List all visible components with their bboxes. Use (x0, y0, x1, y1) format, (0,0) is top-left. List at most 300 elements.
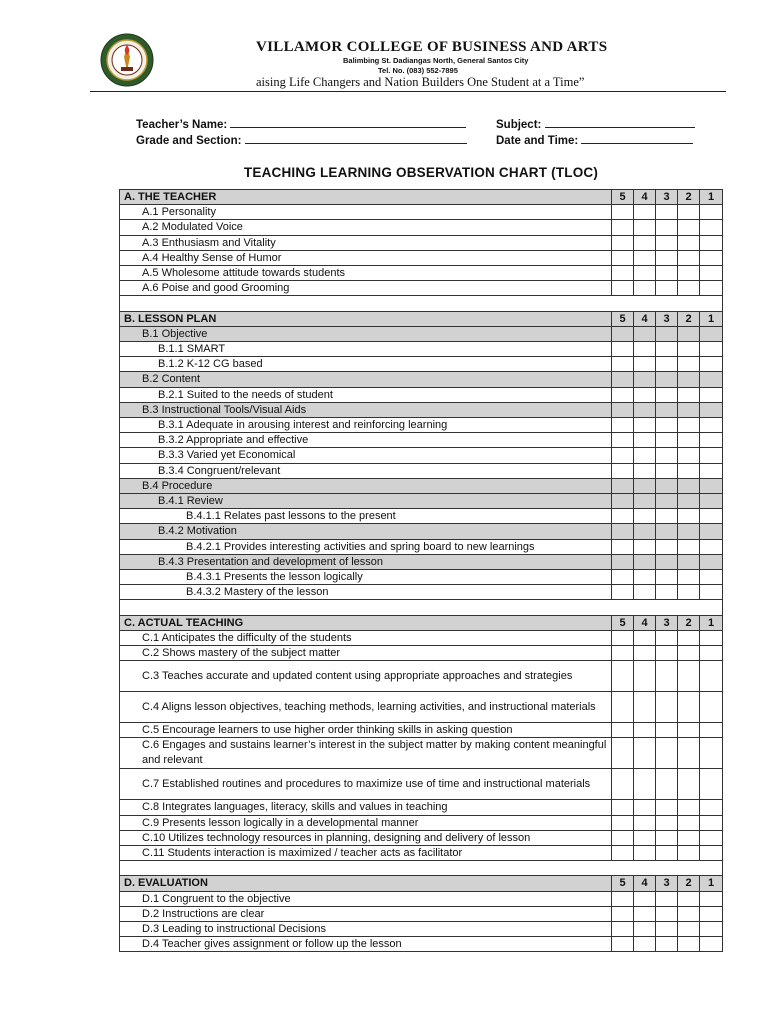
rating-cell[interactable] (612, 661, 634, 692)
rating-scale-header: 3 (656, 876, 678, 891)
rating-cell[interactable] (656, 326, 678, 341)
rating-cell[interactable] (656, 433, 678, 448)
rating-cell[interactable] (634, 250, 656, 265)
rating-cell[interactable] (612, 494, 634, 509)
criteria-row (120, 281, 723, 296)
rating-cell[interactable] (656, 539, 678, 554)
rating-cell[interactable] (656, 585, 678, 600)
criteria-label: A.4 Healthy Sense of Humor (120, 250, 612, 265)
rating-cell[interactable] (700, 554, 723, 569)
criteria-row (120, 570, 723, 585)
rating-cell[interactable] (612, 570, 634, 585)
criteria-label: A.1 Personality (120, 205, 612, 220)
rating-cell[interactable] (656, 372, 678, 387)
rating-cell[interactable] (700, 357, 723, 372)
criteria-label: B.1.2 K-12 CG based (120, 357, 612, 372)
rating-cell[interactable] (612, 205, 634, 220)
rating-cell[interactable] (700, 372, 723, 387)
rating-cell[interactable] (656, 235, 678, 250)
rating-cell[interactable] (612, 554, 634, 569)
rating-cell[interactable] (678, 478, 700, 493)
rating-scale-header: 4 (634, 876, 656, 891)
section-header-row (120, 311, 723, 326)
criteria-row (120, 509, 723, 524)
criteria-row (120, 937, 723, 952)
rating-cell[interactable] (678, 220, 700, 235)
rating-cell[interactable] (700, 692, 723, 723)
criteria-label: B.3.4 Congruent/relevant (120, 463, 612, 478)
spacer-row (120, 600, 723, 615)
rating-cell[interactable] (656, 220, 678, 235)
rating-cell[interactable] (678, 205, 700, 220)
rating-cell[interactable] (656, 402, 678, 417)
rating-cell[interactable] (678, 235, 700, 250)
rating-cell[interactable] (700, 585, 723, 600)
rating-cell[interactable] (678, 830, 700, 845)
criteria-label: B.1.1 SMART (120, 342, 612, 357)
rating-cell[interactable] (678, 906, 700, 921)
criteria-label: B.4.2.1 Provides interesting activities and spring board to new learnings (120, 539, 612, 554)
rating-cell[interactable] (634, 800, 656, 815)
rating-cell[interactable] (612, 539, 634, 554)
rating-cell[interactable] (700, 906, 723, 921)
rating-cell[interactable] (700, 220, 723, 235)
rating-cell[interactable] (678, 630, 700, 645)
criteria-label: B.3 Instructional Tools/Visual Aids (120, 402, 612, 417)
rating-cell[interactable] (612, 448, 634, 463)
rating-cell[interactable] (700, 387, 723, 402)
rating-cell[interactable] (634, 646, 656, 661)
observation-table (119, 189, 723, 952)
rating-cell[interactable] (700, 463, 723, 478)
rating-cell[interactable] (634, 769, 656, 800)
criteria-row (120, 830, 723, 845)
rating-cell[interactable] (700, 800, 723, 815)
rating-cell[interactable] (634, 326, 656, 341)
rating-cell[interactable] (612, 357, 634, 372)
rating-cell[interactable] (678, 937, 700, 952)
date-time-field[interactable] (496, 134, 693, 147)
rating-cell[interactable] (612, 402, 634, 417)
rating-cell[interactable] (612, 723, 634, 738)
rating-cell[interactable] (700, 769, 723, 800)
rating-cell[interactable] (678, 738, 700, 769)
rating-cell[interactable] (612, 418, 634, 433)
rating-cell[interactable] (700, 235, 723, 250)
criteria-row (120, 769, 723, 800)
criteria-row (120, 494, 723, 509)
rating-cell[interactable] (612, 646, 634, 661)
spacer-cell (120, 861, 723, 876)
rating-cell[interactable] (612, 800, 634, 815)
section-header-row (120, 615, 723, 630)
rating-cell[interactable] (612, 266, 634, 281)
rating-cell[interactable] (678, 372, 700, 387)
rating-cell[interactable] (678, 554, 700, 569)
rating-cell[interactable] (678, 433, 700, 448)
rating-cell[interactable] (656, 846, 678, 861)
rating-cell[interactable] (678, 922, 700, 937)
rating-cell[interactable] (700, 418, 723, 433)
rating-cell[interactable] (656, 494, 678, 509)
criteria-row (120, 478, 723, 493)
rating-cell[interactable] (634, 281, 656, 296)
criteria-row (120, 846, 723, 861)
criteria-row (120, 692, 723, 723)
section-header-row (120, 190, 723, 205)
rating-cell[interactable] (634, 922, 656, 937)
rating-cell[interactable] (612, 463, 634, 478)
rating-scale-header: 3 (656, 190, 678, 205)
rating-cell[interactable] (678, 509, 700, 524)
criteria-label: A.2 Modulated Voice (120, 220, 612, 235)
teacher-name-label: Teacher’s Name: (136, 119, 228, 131)
grade-section-field[interactable] (136, 134, 467, 147)
rating-cell[interactable] (678, 539, 700, 554)
rating-cell[interactable] (700, 478, 723, 493)
rating-cell[interactable] (612, 769, 634, 800)
criteria-row (120, 906, 723, 921)
rating-cell[interactable] (700, 630, 723, 645)
criteria-row (120, 539, 723, 554)
rating-cell[interactable] (634, 418, 656, 433)
criteria-label: B.2.1 Suited to the needs of student (120, 387, 612, 402)
rating-cell[interactable] (656, 692, 678, 723)
rating-cell[interactable] (634, 235, 656, 250)
rating-cell[interactable] (612, 281, 634, 296)
rating-cell[interactable] (656, 554, 678, 569)
criteria-label: B.2 Content (120, 372, 612, 387)
rating-scale-header: 1 (700, 615, 723, 630)
rating-cell[interactable] (656, 281, 678, 296)
rating-cell[interactable] (678, 723, 700, 738)
rating-cell[interactable] (656, 738, 678, 769)
rating-cell[interactable] (678, 661, 700, 692)
rating-cell[interactable] (700, 815, 723, 830)
rating-cell[interactable] (700, 539, 723, 554)
criteria-label: D.2 Instructions are clear (120, 906, 612, 921)
rating-cell[interactable] (634, 478, 656, 493)
criteria-row (120, 646, 723, 661)
rating-cell[interactable] (700, 205, 723, 220)
rating-cell[interactable] (634, 342, 656, 357)
rating-cell[interactable] (634, 630, 656, 645)
rating-cell[interactable] (634, 205, 656, 220)
rating-cell[interactable] (700, 509, 723, 524)
rating-cell[interactable] (656, 342, 678, 357)
rating-cell[interactable] (612, 630, 634, 645)
criteria-row (120, 922, 723, 937)
rating-cell[interactable] (700, 937, 723, 952)
rating-cell[interactable] (678, 891, 700, 906)
rating-cell[interactable] (678, 357, 700, 372)
criteria-label: B.4.3.1 Presents the lesson logically (120, 570, 612, 585)
criteria-label: B.1 Objective (120, 326, 612, 341)
rating-cell[interactable] (656, 661, 678, 692)
criteria-label: B.4.2 Motivation (120, 524, 612, 539)
rating-cell[interactable] (678, 250, 700, 265)
criteria-label: C.3 Teaches accurate and updated content using appropriate approaches and strategies (120, 661, 612, 692)
rating-cell[interactable] (678, 585, 700, 600)
criteria-row (120, 723, 723, 738)
college-name: VILLAMOR COLLEGE OF BUSINESS AND ARTS (256, 39, 608, 55)
rating-cell[interactable] (678, 570, 700, 585)
rating-scale-header: 1 (700, 311, 723, 326)
rating-cell[interactable] (678, 342, 700, 357)
teacher-name-field[interactable] (136, 118, 466, 131)
section-title: B. LESSON PLAN (120, 311, 612, 326)
rating-cell[interactable] (700, 891, 723, 906)
rating-cell[interactable] (700, 448, 723, 463)
rating-cell[interactable] (700, 661, 723, 692)
rating-cell[interactable] (634, 539, 656, 554)
rating-scale-header: 5 (612, 311, 634, 326)
header-divider (90, 91, 726, 92)
criteria-row (120, 463, 723, 478)
rating-cell[interactable] (678, 281, 700, 296)
rating-cell[interactable] (656, 387, 678, 402)
criteria-label: B.4.3 Presentation and development of lesson (120, 554, 612, 569)
rating-cell[interactable] (678, 769, 700, 800)
rating-cell[interactable] (656, 448, 678, 463)
rating-cell[interactable] (678, 494, 700, 509)
rating-cell[interactable] (634, 463, 656, 478)
rating-cell[interactable] (678, 692, 700, 723)
rating-cell[interactable] (634, 372, 656, 387)
criteria-row (120, 433, 723, 448)
rating-scale-header: 3 (656, 311, 678, 326)
rating-cell[interactable] (700, 433, 723, 448)
rating-cell[interactable] (700, 281, 723, 296)
rating-scale-header: 1 (700, 190, 723, 205)
rating-cell[interactable] (656, 646, 678, 661)
chart-title: TEACHING LEARNING OBSERVATION CHART (TLOC) (243, 165, 599, 180)
rating-cell[interactable] (634, 846, 656, 861)
rating-cell[interactable] (656, 815, 678, 830)
rating-cell[interactable] (656, 205, 678, 220)
criteria-row (120, 815, 723, 830)
rating-cell[interactable] (678, 326, 700, 341)
criteria-label: B.3.3 Varied yet Economical (120, 448, 612, 463)
rating-cell[interactable] (634, 891, 656, 906)
rating-cell[interactable] (612, 524, 634, 539)
rating-scale-header: 2 (678, 311, 700, 326)
rating-cell[interactable] (656, 357, 678, 372)
rating-cell[interactable] (612, 250, 634, 265)
criteria-row (120, 372, 723, 387)
rating-cell[interactable] (700, 570, 723, 585)
criteria-label: D.3 Leading to instructional Decisions (120, 922, 612, 937)
rating-cell[interactable] (612, 585, 634, 600)
criteria-row (120, 326, 723, 341)
rating-cell[interactable] (612, 692, 634, 723)
rating-cell[interactable] (678, 815, 700, 830)
criteria-label: D.4 Teacher gives assignment or follow up the lesson (120, 937, 612, 952)
rating-cell[interactable] (634, 387, 656, 402)
criteria-label: C.4 Aligns lesson objectives, teaching methods, learning activities, and instructional materials (120, 692, 612, 723)
criteria-label: C.2 Shows mastery of the subject matter (120, 646, 612, 661)
criteria-row (120, 661, 723, 692)
rating-cell[interactable] (612, 937, 634, 952)
rating-cell[interactable] (678, 266, 700, 281)
criteria-row (120, 402, 723, 417)
criteria-label: C.7 Established routines and procedures to maximize use of time and instructional materials (120, 769, 612, 800)
rating-cell[interactable] (634, 524, 656, 539)
rating-cell[interactable] (634, 494, 656, 509)
rating-cell[interactable] (656, 937, 678, 952)
rating-cell[interactable] (634, 937, 656, 952)
criteria-label: A.3 Enthusiasm and Vitality (120, 235, 612, 250)
subject-field[interactable] (496, 118, 695, 131)
rating-cell[interactable] (612, 387, 634, 402)
grade-section-line[interactable] (245, 134, 467, 144)
rating-cell[interactable] (678, 448, 700, 463)
rating-cell[interactable] (656, 463, 678, 478)
rating-scale-header: 5 (612, 190, 634, 205)
criteria-row (120, 630, 723, 645)
rating-cell[interactable] (612, 906, 634, 921)
spacer-row (120, 296, 723, 311)
subject-line[interactable] (545, 118, 695, 128)
criteria-label: B.4.1.1 Relates past lessons to the present (120, 509, 612, 524)
rating-cell[interactable] (700, 646, 723, 661)
rating-cell[interactable] (656, 418, 678, 433)
rating-cell[interactable] (612, 433, 634, 448)
rating-cell[interactable] (656, 769, 678, 800)
rating-cell[interactable] (634, 723, 656, 738)
rating-cell[interactable] (612, 220, 634, 235)
rating-cell[interactable] (700, 922, 723, 937)
rating-cell[interactable] (656, 250, 678, 265)
rating-cell[interactable] (700, 326, 723, 341)
rating-cell[interactable] (656, 509, 678, 524)
rating-cell[interactable] (700, 524, 723, 539)
rating-cell[interactable] (612, 235, 634, 250)
rating-cell[interactable] (612, 830, 634, 845)
rating-cell[interactable] (612, 738, 634, 769)
criteria-label: A.5 Wholesome attitude towards students (120, 266, 612, 281)
criteria-row (120, 266, 723, 281)
grade-section-label: Grade and Section: (136, 135, 242, 147)
rating-cell[interactable] (656, 478, 678, 493)
rating-cell[interactable] (678, 463, 700, 478)
rating-scale-header: 2 (678, 190, 700, 205)
criteria-row (120, 554, 723, 569)
rating-scale-header: 2 (678, 615, 700, 630)
criteria-label: B.3.1 Adequate in arousing interest and reinforcing learning (120, 418, 612, 433)
rating-cell[interactable] (700, 830, 723, 845)
rating-cell[interactable] (634, 509, 656, 524)
rating-cell[interactable] (700, 402, 723, 417)
rating-scale-header: 5 (612, 876, 634, 891)
rating-cell[interactable] (634, 570, 656, 585)
rating-cell[interactable] (656, 524, 678, 539)
rating-scale-header: 4 (634, 190, 656, 205)
rating-cell[interactable] (700, 266, 723, 281)
rating-cell[interactable] (678, 402, 700, 417)
rating-cell[interactable] (678, 524, 700, 539)
rating-cell[interactable] (678, 800, 700, 815)
rating-cell[interactable] (656, 266, 678, 281)
rating-cell[interactable] (700, 738, 723, 769)
rating-cell[interactable] (612, 815, 634, 830)
rating-cell[interactable] (634, 585, 656, 600)
rating-cell[interactable] (634, 448, 656, 463)
rating-scale-header: 5 (612, 615, 634, 630)
rating-cell[interactable] (678, 387, 700, 402)
criteria-row (120, 448, 723, 463)
rating-cell[interactable] (612, 509, 634, 524)
criteria-row (120, 387, 723, 402)
rating-cell[interactable] (656, 723, 678, 738)
section-header-row (120, 876, 723, 891)
subject-label: Subject: (496, 119, 542, 131)
rating-cell[interactable] (678, 646, 700, 661)
rating-cell[interactable] (634, 554, 656, 569)
rating-cell[interactable] (634, 830, 656, 845)
date-time-line[interactable] (581, 134, 693, 144)
criteria-label: B.3.2 Appropriate and effective (120, 433, 612, 448)
rating-cell[interactable] (634, 357, 656, 372)
rating-cell[interactable] (656, 630, 678, 645)
rating-cell[interactable] (700, 250, 723, 265)
teacher-name-line[interactable] (230, 118, 466, 128)
criteria-row (120, 524, 723, 539)
rating-cell[interactable] (700, 342, 723, 357)
rating-cell[interactable] (634, 692, 656, 723)
rating-cell[interactable] (634, 661, 656, 692)
criteria-row (120, 205, 723, 220)
rating-cell[interactable] (634, 906, 656, 921)
criteria-label: C.10 Utilizes technology resources in planning, designing and delivery of lesson (120, 830, 612, 845)
rating-scale-header: 1 (700, 876, 723, 891)
section-title: D. EVALUATION (120, 876, 612, 891)
rating-cell[interactable] (656, 906, 678, 921)
rating-cell[interactable] (678, 846, 700, 861)
rating-cell[interactable] (656, 800, 678, 815)
rating-cell[interactable] (634, 402, 656, 417)
rating-cell[interactable] (656, 570, 678, 585)
rating-cell[interactable] (612, 922, 634, 937)
college-address: Balimbing St. Dadiangas North, General Santos City (343, 56, 529, 65)
rating-cell[interactable] (634, 266, 656, 281)
rating-cell[interactable] (612, 342, 634, 357)
rating-cell[interactable] (612, 372, 634, 387)
rating-cell[interactable] (612, 478, 634, 493)
rating-cell[interactable] (678, 418, 700, 433)
rating-cell[interactable] (656, 891, 678, 906)
rating-cell[interactable] (656, 922, 678, 937)
rating-cell[interactable] (634, 433, 656, 448)
criteria-row (120, 891, 723, 906)
criteria-row (120, 357, 723, 372)
rating-scale-header: 3 (656, 615, 678, 630)
rating-cell[interactable] (634, 220, 656, 235)
rating-cell[interactable] (656, 830, 678, 845)
rating-cell[interactable] (634, 738, 656, 769)
college-seal-logo (100, 33, 154, 87)
criteria-label: C.9 Presents lesson logically in a developmental manner (120, 815, 612, 830)
rating-cell[interactable] (612, 846, 634, 861)
rating-cell[interactable] (700, 494, 723, 509)
section-title: C. ACTUAL TEACHING (120, 615, 612, 630)
rating-cell[interactable] (634, 815, 656, 830)
rating-cell[interactable] (612, 891, 634, 906)
rating-cell[interactable] (612, 326, 634, 341)
rating-scale-header: 2 (678, 876, 700, 891)
rating-cell[interactable] (700, 846, 723, 861)
rating-cell[interactable] (700, 723, 723, 738)
